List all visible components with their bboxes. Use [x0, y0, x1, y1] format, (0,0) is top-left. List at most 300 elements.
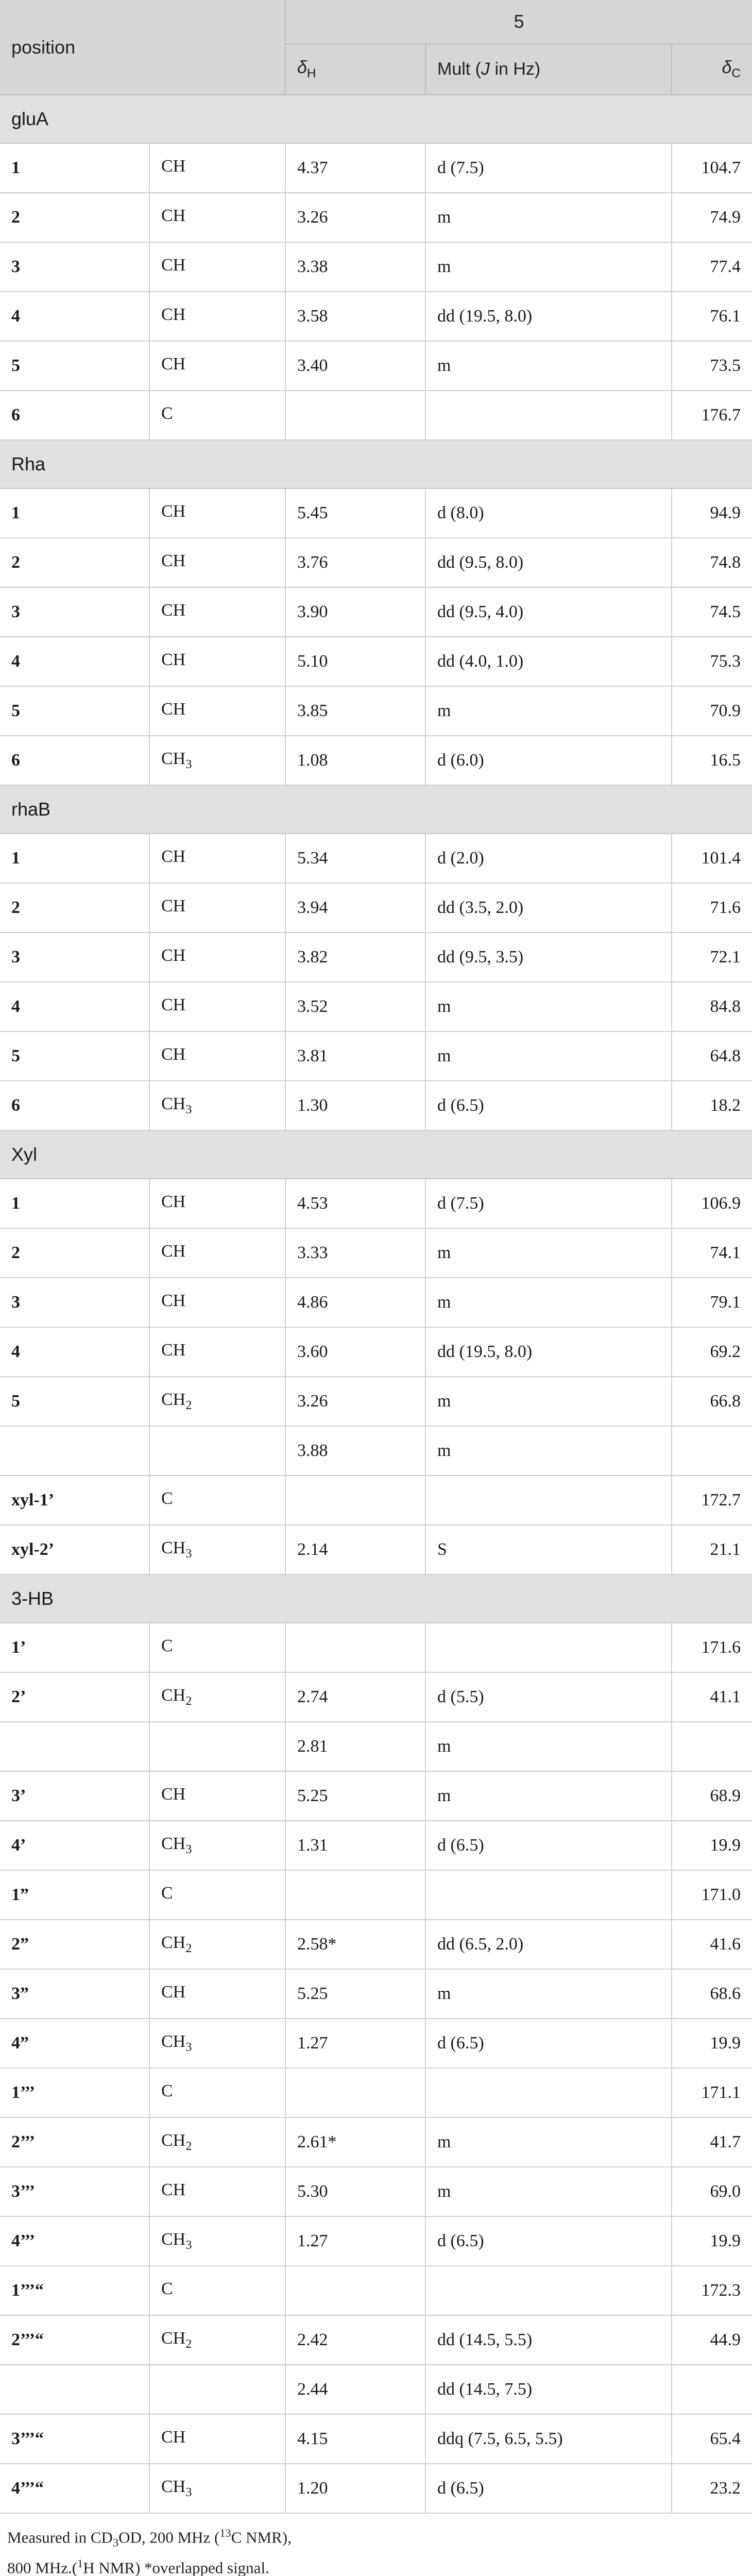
delta-h-cell — [285, 2266, 425, 2315]
carbon-type-text: CH — [161, 305, 186, 325]
section-name: gluA — [0, 95, 752, 143]
carbon-type-cell — [149, 1426, 285, 1476]
table-row — [0, 933, 752, 982]
carbon-type-cell — [149, 1476, 285, 1525]
position-cell: 2’’’ — [0, 2117, 149, 2167]
delta-h-cell: 2.42 — [285, 2315, 425, 2365]
delta-c-cell: 171.6 — [672, 1623, 752, 1672]
carbon-type-text: CH — [161, 995, 186, 1015]
section-header-row — [0, 440, 752, 488]
table-row — [0, 391, 752, 440]
carbon-type-subscript: 3 — [185, 2238, 192, 2252]
multiplicity-cell: d (7.5) — [425, 1179, 672, 1228]
table-row — [0, 2117, 752, 2167]
carbon-type-cell — [149, 2117, 285, 2167]
delta-c-cell: 41.1 — [672, 1672, 752, 1722]
table-row — [0, 1969, 752, 2019]
carbon-type-cell — [149, 1327, 285, 1377]
carbon-type-cell — [149, 1722, 285, 1771]
section-name: Xyl — [0, 1130, 752, 1179]
delta-h-cell: 3.52 — [285, 982, 425, 1031]
multiplicity-cell: m — [425, 1771, 672, 1821]
delta-h-header: $\delta_H$ — [285, 44, 425, 95]
table-row — [0, 1920, 752, 1969]
carbon-type-text: CH — [161, 1390, 186, 1410]
carbon-type-cell — [149, 1031, 285, 1081]
compound-number-header: 5 — [285, 0, 752, 44]
multiplicity-cell: m — [425, 1228, 672, 1278]
delta-c-cell — [672, 1426, 752, 1476]
delta-c-cell: 74.1 — [672, 1228, 752, 1278]
delta-h-cell: 2.74 — [285, 1672, 425, 1722]
delta-h-cell: 1.27 — [285, 2019, 425, 2068]
carbon-type-cell — [149, 883, 285, 933]
carbon-type-text: CH — [161, 2180, 186, 2200]
carbon-type-text: C — [161, 404, 173, 423]
multiplicity-cell: d (6.5) — [425, 2216, 672, 2266]
multiplicity-cell: m — [425, 1031, 672, 1081]
delta-h-cell — [285, 391, 425, 440]
footnote-line-1: Measured in $CD_3OD$, 200 MHz ($^{13}$C NMR), — [7, 2527, 292, 2549]
multiplicity-cell: dd (9.5, 4.0) — [425, 587, 672, 637]
carbon-type-cell — [149, 587, 285, 637]
table-row — [0, 1525, 752, 1574]
multiplicity-cell: m — [425, 686, 672, 736]
carbon-type-text: CH — [161, 1538, 186, 1558]
carbon-type-text: CH — [161, 2131, 186, 2150]
carbon-type-text: CH — [161, 551, 186, 571]
multiplicity-cell: m — [425, 2117, 672, 2167]
table-row — [0, 1722, 752, 1771]
position-cell: 6 — [0, 1081, 149, 1130]
delta-c-cell: 79.1 — [672, 1278, 752, 1327]
carbon-type-cell — [149, 1870, 285, 1920]
table-row — [0, 1278, 752, 1327]
multiplicity-cell: m — [425, 1377, 672, 1426]
delta-h-cell: 2.14 — [285, 1525, 425, 1574]
delta-h-cell: 3.85 — [285, 686, 425, 736]
delta-h-cell: 1.27 — [285, 2216, 425, 2266]
table-row — [0, 2464, 752, 2513]
delta-h-cell: 5.25 — [285, 1969, 425, 2019]
multiplicity-cell: S — [425, 1525, 672, 1574]
carbon-type-cell — [149, 933, 285, 982]
section-header-row — [0, 95, 752, 143]
delta-c-cell: 64.8 — [672, 1031, 752, 1081]
multiplicity-cell: m — [425, 341, 672, 391]
table-row — [0, 2019, 752, 2068]
carbon-type-text: C — [161, 1884, 173, 1903]
carbon-type-text: CH — [161, 2230, 186, 2249]
carbon-type-cell — [149, 1179, 285, 1228]
multiplicity-cell: dd (19.5, 8.0) — [425, 1327, 672, 1377]
multiplicity-cell: d (2.0) — [425, 834, 672, 883]
carbon-type-cell — [149, 2315, 285, 2365]
carbon-type-text: CH — [161, 1785, 186, 1804]
multiplicity-cell: dd (3.5, 2.0) — [425, 883, 672, 933]
table-row — [0, 1821, 752, 1870]
table-row — [0, 2167, 752, 2216]
table-row — [0, 1327, 752, 1377]
table-row — [0, 1377, 752, 1426]
carbon-type-text: CH — [161, 2477, 186, 2497]
carbon-type-cell — [149, 1821, 285, 1870]
position-cell — [0, 2365, 149, 2414]
table-header — [0, 0, 752, 95]
delta-h-cell: 3.94 — [285, 883, 425, 933]
delta-c-cell: 101.4 — [672, 834, 752, 883]
carbon-type-subscript: 2 — [185, 2139, 192, 2153]
delta-h-cell: 5.10 — [285, 637, 425, 686]
position-cell: 3’’’“ — [0, 2414, 149, 2464]
multiplicity-cell: ddq (7.5, 6.5, 5.5) — [425, 2414, 672, 2464]
position-cell: 2 — [0, 538, 149, 587]
carbon-type-cell — [149, 538, 285, 587]
carbon-type-text: CH — [161, 749, 186, 769]
table-row — [0, 1081, 752, 1130]
position-cell: 1’ — [0, 1623, 149, 1672]
table-row — [0, 834, 752, 883]
multiplicity-cell: dd (14.5, 7.5) — [425, 2365, 672, 2414]
delta-c-cell: 65.4 — [672, 2414, 752, 2464]
carbon-type-cell — [149, 1771, 285, 1821]
carbon-type-text: C — [161, 2279, 173, 2299]
table-row — [0, 143, 752, 193]
table-row — [0, 341, 752, 391]
multiplicity-cell: dd (14.5, 5.5) — [425, 2315, 672, 2365]
delta-h-cell: 2.61* — [285, 2117, 425, 2167]
position-cell: 5 — [0, 341, 149, 391]
table-row — [0, 193, 752, 242]
position-cell: 5 — [0, 1031, 149, 1081]
multiplicity-cell: dd (9.5, 3.5) — [425, 933, 672, 982]
delta-c-cell: 69.2 — [672, 1327, 752, 1377]
carbon-type-text: CH — [161, 847, 186, 867]
delta-c-cell — [672, 2365, 752, 2414]
delta-c-cell: 74.9 — [672, 193, 752, 242]
carbon-type-cell — [149, 2464, 285, 2513]
carbon-type-cell — [149, 2068, 285, 2117]
delta-h-cell: 2.44 — [285, 2365, 425, 2414]
delta-h-cell: 3.81 — [285, 1031, 425, 1081]
delta-c-cell: 73.5 — [672, 341, 752, 391]
multiplicity-cell: d (6.5) — [425, 2464, 672, 2513]
multiplicity-cell: dd (19.5, 8.0) — [425, 292, 672, 341]
position-cell: 3’ — [0, 1771, 149, 1821]
table-row — [0, 2365, 752, 2414]
section-name: rhaB — [0, 785, 752, 834]
position-cell: 3 — [0, 933, 149, 982]
carbon-type-cell — [149, 1081, 285, 1130]
carbon-type-text: C — [161, 1489, 173, 1509]
carbon-type-cell — [149, 1377, 285, 1426]
table-row — [0, 1426, 752, 1476]
delta-c-cell: 41.6 — [672, 1920, 752, 1969]
position-cell: 1 — [0, 143, 149, 193]
carbon-type-cell — [149, 982, 285, 1031]
carbon-type-text: CH — [161, 1291, 186, 1311]
delta-c-cell: 70.9 — [672, 686, 752, 736]
table-row — [0, 2266, 752, 2315]
delta-h-cell: 3.76 — [285, 538, 425, 587]
delta-c-cell: 68.9 — [672, 1771, 752, 1821]
table-row — [0, 1771, 752, 1821]
delta-c-cell: 19.9 — [672, 2216, 752, 2266]
position-cell: 4 — [0, 1327, 149, 1377]
delta-h-cell: 4.37 — [285, 143, 425, 193]
delta-c-cell: 172.7 — [672, 1476, 752, 1525]
delta-c-cell: 21.1 — [672, 1525, 752, 1574]
table-row — [0, 587, 752, 637]
delta-h-cell: 1.20 — [285, 2464, 425, 2513]
multiplicity-cell — [425, 2068, 672, 2117]
delta-c-cell: 16.5 — [672, 736, 752, 785]
carbon-type-text: CH — [161, 1045, 186, 1064]
multiplicity-cell: d (6.5) — [425, 1081, 672, 1130]
position-cell: 2’ — [0, 1672, 149, 1722]
position-cell — [0, 1426, 149, 1476]
table-row — [0, 1870, 752, 1920]
carbon-type-text: CH — [161, 650, 186, 670]
multiplicity-cell: m — [425, 1969, 672, 2019]
carbon-type-subscript: 2 — [185, 1398, 192, 1412]
carbon-type-subscript: 3 — [185, 1102, 192, 1116]
carbon-type-text: CH — [161, 157, 186, 176]
multiplicity-cell: d (6.5) — [425, 2019, 672, 2068]
carbon-type-text: CH — [161, 2329, 186, 2348]
carbon-type-cell — [149, 341, 285, 391]
position-cell: 4’’’“ — [0, 2464, 149, 2513]
delta-h-cell — [285, 1870, 425, 1920]
carbon-type-text: CH — [161, 2032, 186, 2052]
carbon-type-cell — [149, 1623, 285, 1672]
carbon-type-text: CH — [161, 1686, 186, 1705]
table-row — [0, 1031, 752, 1081]
position-cell: xyl-2’ — [0, 1525, 149, 1574]
table-row — [0, 242, 752, 292]
position-cell: 1’’’ — [0, 2068, 149, 2117]
carbon-type-cell — [149, 2414, 285, 2464]
position-cell: 4 — [0, 637, 149, 686]
multiplicity-cell — [425, 391, 672, 440]
multiplicity-cell: d (5.5) — [425, 1672, 672, 1722]
multiplicity-cell: m — [425, 1722, 672, 1771]
delta-h-cell: 3.90 — [285, 587, 425, 637]
carbon-type-cell — [149, 2167, 285, 2216]
delta-c-header: $\delta_C$ — [672, 44, 752, 95]
multiplicity-cell: m — [425, 242, 672, 292]
delta-h-cell: 1.08 — [285, 736, 425, 785]
table-row — [0, 292, 752, 341]
delta-h-cell: 4.15 — [285, 2414, 425, 2464]
delta-h-cell: 3.58 — [285, 292, 425, 341]
multiplicity-cell: d (8.0) — [425, 488, 672, 538]
carbon-type-cell — [149, 2216, 285, 2266]
position-cell: 1 — [0, 488, 149, 538]
carbon-type-text: CH — [161, 946, 186, 965]
position-cell: 2 — [0, 1228, 149, 1278]
position-cell: 4” — [0, 2019, 149, 2068]
delta-h-cell: 3.38 — [285, 242, 425, 292]
carbon-type-text: CH — [161, 1341, 186, 1360]
multiplicity-cell: dd (6.5, 2.0) — [425, 1920, 672, 1969]
delta-h-cell: 4.53 — [285, 1179, 425, 1228]
position-cell: 5 — [0, 1377, 149, 1426]
multiplicity-cell — [425, 2266, 672, 2315]
position-cell: 4’ — [0, 1821, 149, 1870]
carbon-type-cell — [149, 834, 285, 883]
carbon-type-subscript: 3 — [185, 2485, 192, 2499]
position-cell: 3” — [0, 1969, 149, 2019]
multiplicity-header: Mult (J in Hz) — [425, 44, 672, 95]
carbon-type-cell — [149, 1969, 285, 2019]
carbon-type-text: CH — [161, 896, 186, 916]
position-cell: 1 — [0, 834, 149, 883]
carbon-type-text: CH — [161, 1834, 186, 1854]
delta-h-cell: 5.34 — [285, 834, 425, 883]
carbon-type-text: CH — [161, 502, 186, 521]
carbon-type-cell — [149, 143, 285, 193]
multiplicity-cell: m — [425, 1426, 672, 1476]
delta-c-cell: 18.2 — [672, 1081, 752, 1130]
position-cell: 2” — [0, 1920, 149, 1969]
position-cell: 6 — [0, 391, 149, 440]
table-row — [0, 2068, 752, 2117]
carbon-type-cell — [149, 1525, 285, 1574]
delta-c-cell: 19.9 — [672, 2019, 752, 2068]
section-header-row — [0, 1130, 752, 1179]
carbon-type-text: C — [161, 1636, 173, 1656]
position-cell: 3’’’ — [0, 2167, 149, 2216]
position-cell: 4’’’ — [0, 2216, 149, 2266]
delta-c-cell: 68.6 — [672, 1969, 752, 2019]
carbon-type-cell — [149, 391, 285, 440]
carbon-type-text: CH — [161, 206, 186, 226]
delta-c-cell: 171.1 — [672, 2068, 752, 2117]
section-name: Rha — [0, 440, 752, 488]
carbon-type-text: CH — [161, 2428, 186, 2447]
carbon-type-cell — [149, 242, 285, 292]
carbon-type-text: CH — [161, 1192, 186, 1212]
carbon-type-text: CH — [161, 1982, 186, 2002]
carbon-type-cell — [149, 736, 285, 785]
carbon-type-cell — [149, 1278, 285, 1327]
delta-c-cell: 71.6 — [672, 883, 752, 933]
delta-c-cell: 41.7 — [672, 2117, 752, 2167]
position-cell: 1’’’“ — [0, 2266, 149, 2315]
delta-c-cell — [672, 1722, 752, 1771]
position-cell: 2’’’“ — [0, 2315, 149, 2365]
delta-h-cell: 3.26 — [285, 193, 425, 242]
table-row — [0, 883, 752, 933]
delta-h-cell: 3.26 — [285, 1377, 425, 1426]
carbon-type-text: CH — [161, 1094, 186, 1114]
multiplicity-cell: dd (9.5, 8.0) — [425, 538, 672, 587]
delta-c-cell: 106.9 — [672, 1179, 752, 1228]
table-row — [0, 2414, 752, 2464]
section-header-row — [0, 1574, 752, 1623]
delta-h-cell: 1.30 — [285, 1081, 425, 1130]
table-row — [0, 538, 752, 587]
carbon-type-cell — [149, 488, 285, 538]
carbon-type-cell — [149, 2266, 285, 2315]
position-cell: 6 — [0, 736, 149, 785]
delta-h-cell: 2.81 — [285, 1722, 425, 1771]
position-cell: 3 — [0, 587, 149, 637]
carbon-type-cell — [149, 1920, 285, 1969]
position-cell: 3 — [0, 242, 149, 292]
table-row — [0, 488, 752, 538]
multiplicity-cell: m — [425, 982, 672, 1031]
position-cell: xyl-1’ — [0, 1476, 149, 1525]
position-cell: 1 — [0, 1179, 149, 1228]
multiplicity-cell — [425, 1476, 672, 1525]
delta-h-cell: 3.33 — [285, 1228, 425, 1278]
multiplicity-cell: d (6.0) — [425, 736, 672, 785]
multiplicity-cell — [425, 1623, 672, 1672]
carbon-type-cell — [149, 2019, 285, 2068]
delta-h-cell: 1.31 — [285, 1821, 425, 1870]
table-row — [0, 1228, 752, 1278]
carbon-type-subscript: 3 — [185, 1546, 192, 1561]
carbon-type-cell — [149, 1228, 285, 1278]
multiplicity-cell: m — [425, 1278, 672, 1327]
position-cell: 4 — [0, 982, 149, 1031]
multiplicity-cell — [425, 1870, 672, 1920]
carbon-type-text: CH — [161, 256, 186, 275]
position-cell: 2 — [0, 883, 149, 933]
delta-c-cell: 19.9 — [672, 1821, 752, 1870]
carbon-type-text: CH — [161, 1933, 186, 1953]
delta-c-cell: 23.2 — [672, 2464, 752, 2513]
table-row — [0, 2216, 752, 2266]
carbon-type-subscript: 3 — [185, 1842, 192, 1856]
delta-c-cell: 74.8 — [672, 538, 752, 587]
delta-h-cell — [285, 1476, 425, 1525]
carbon-type-subscript: 2 — [185, 1941, 192, 1955]
delta-h-cell — [285, 2068, 425, 2117]
delta-h-cell: 3.40 — [285, 341, 425, 391]
position-cell: 3 — [0, 1278, 149, 1327]
multiplicity-cell: m — [425, 2167, 672, 2216]
delta-h-cell: 5.45 — [285, 488, 425, 538]
position-cell: 4 — [0, 292, 149, 341]
multiplicity-cell: d (7.5) — [425, 143, 672, 193]
multiplicity-cell: dd (4.0, 1.0) — [425, 637, 672, 686]
table-body — [0, 95, 752, 2513]
multiplicity-cell: d (6.5) — [425, 1821, 672, 1870]
table-row — [0, 982, 752, 1031]
carbon-type-cell — [149, 292, 285, 341]
section-name: 3-HB — [0, 1574, 752, 1623]
table-row — [0, 1179, 752, 1228]
delta-h-cell: 3.60 — [285, 1327, 425, 1377]
carbon-type-text: C — [161, 2081, 173, 2101]
carbon-type-cell — [149, 193, 285, 242]
delta-c-cell: 171.0 — [672, 1870, 752, 1920]
delta-h-cell: 2.58* — [285, 1920, 425, 1969]
position-cell: 2 — [0, 193, 149, 242]
delta-c-cell: 77.4 — [672, 242, 752, 292]
table-row — [0, 1672, 752, 1722]
delta-h-cell: 5.30 — [285, 2167, 425, 2216]
table-footnote — [0, 2514, 752, 2576]
carbon-type-text: CH — [161, 354, 186, 374]
section-header-row — [0, 785, 752, 834]
delta-c-cell: 74.5 — [672, 587, 752, 637]
carbon-type-text: CH — [161, 700, 186, 719]
position-cell — [0, 1722, 149, 1771]
